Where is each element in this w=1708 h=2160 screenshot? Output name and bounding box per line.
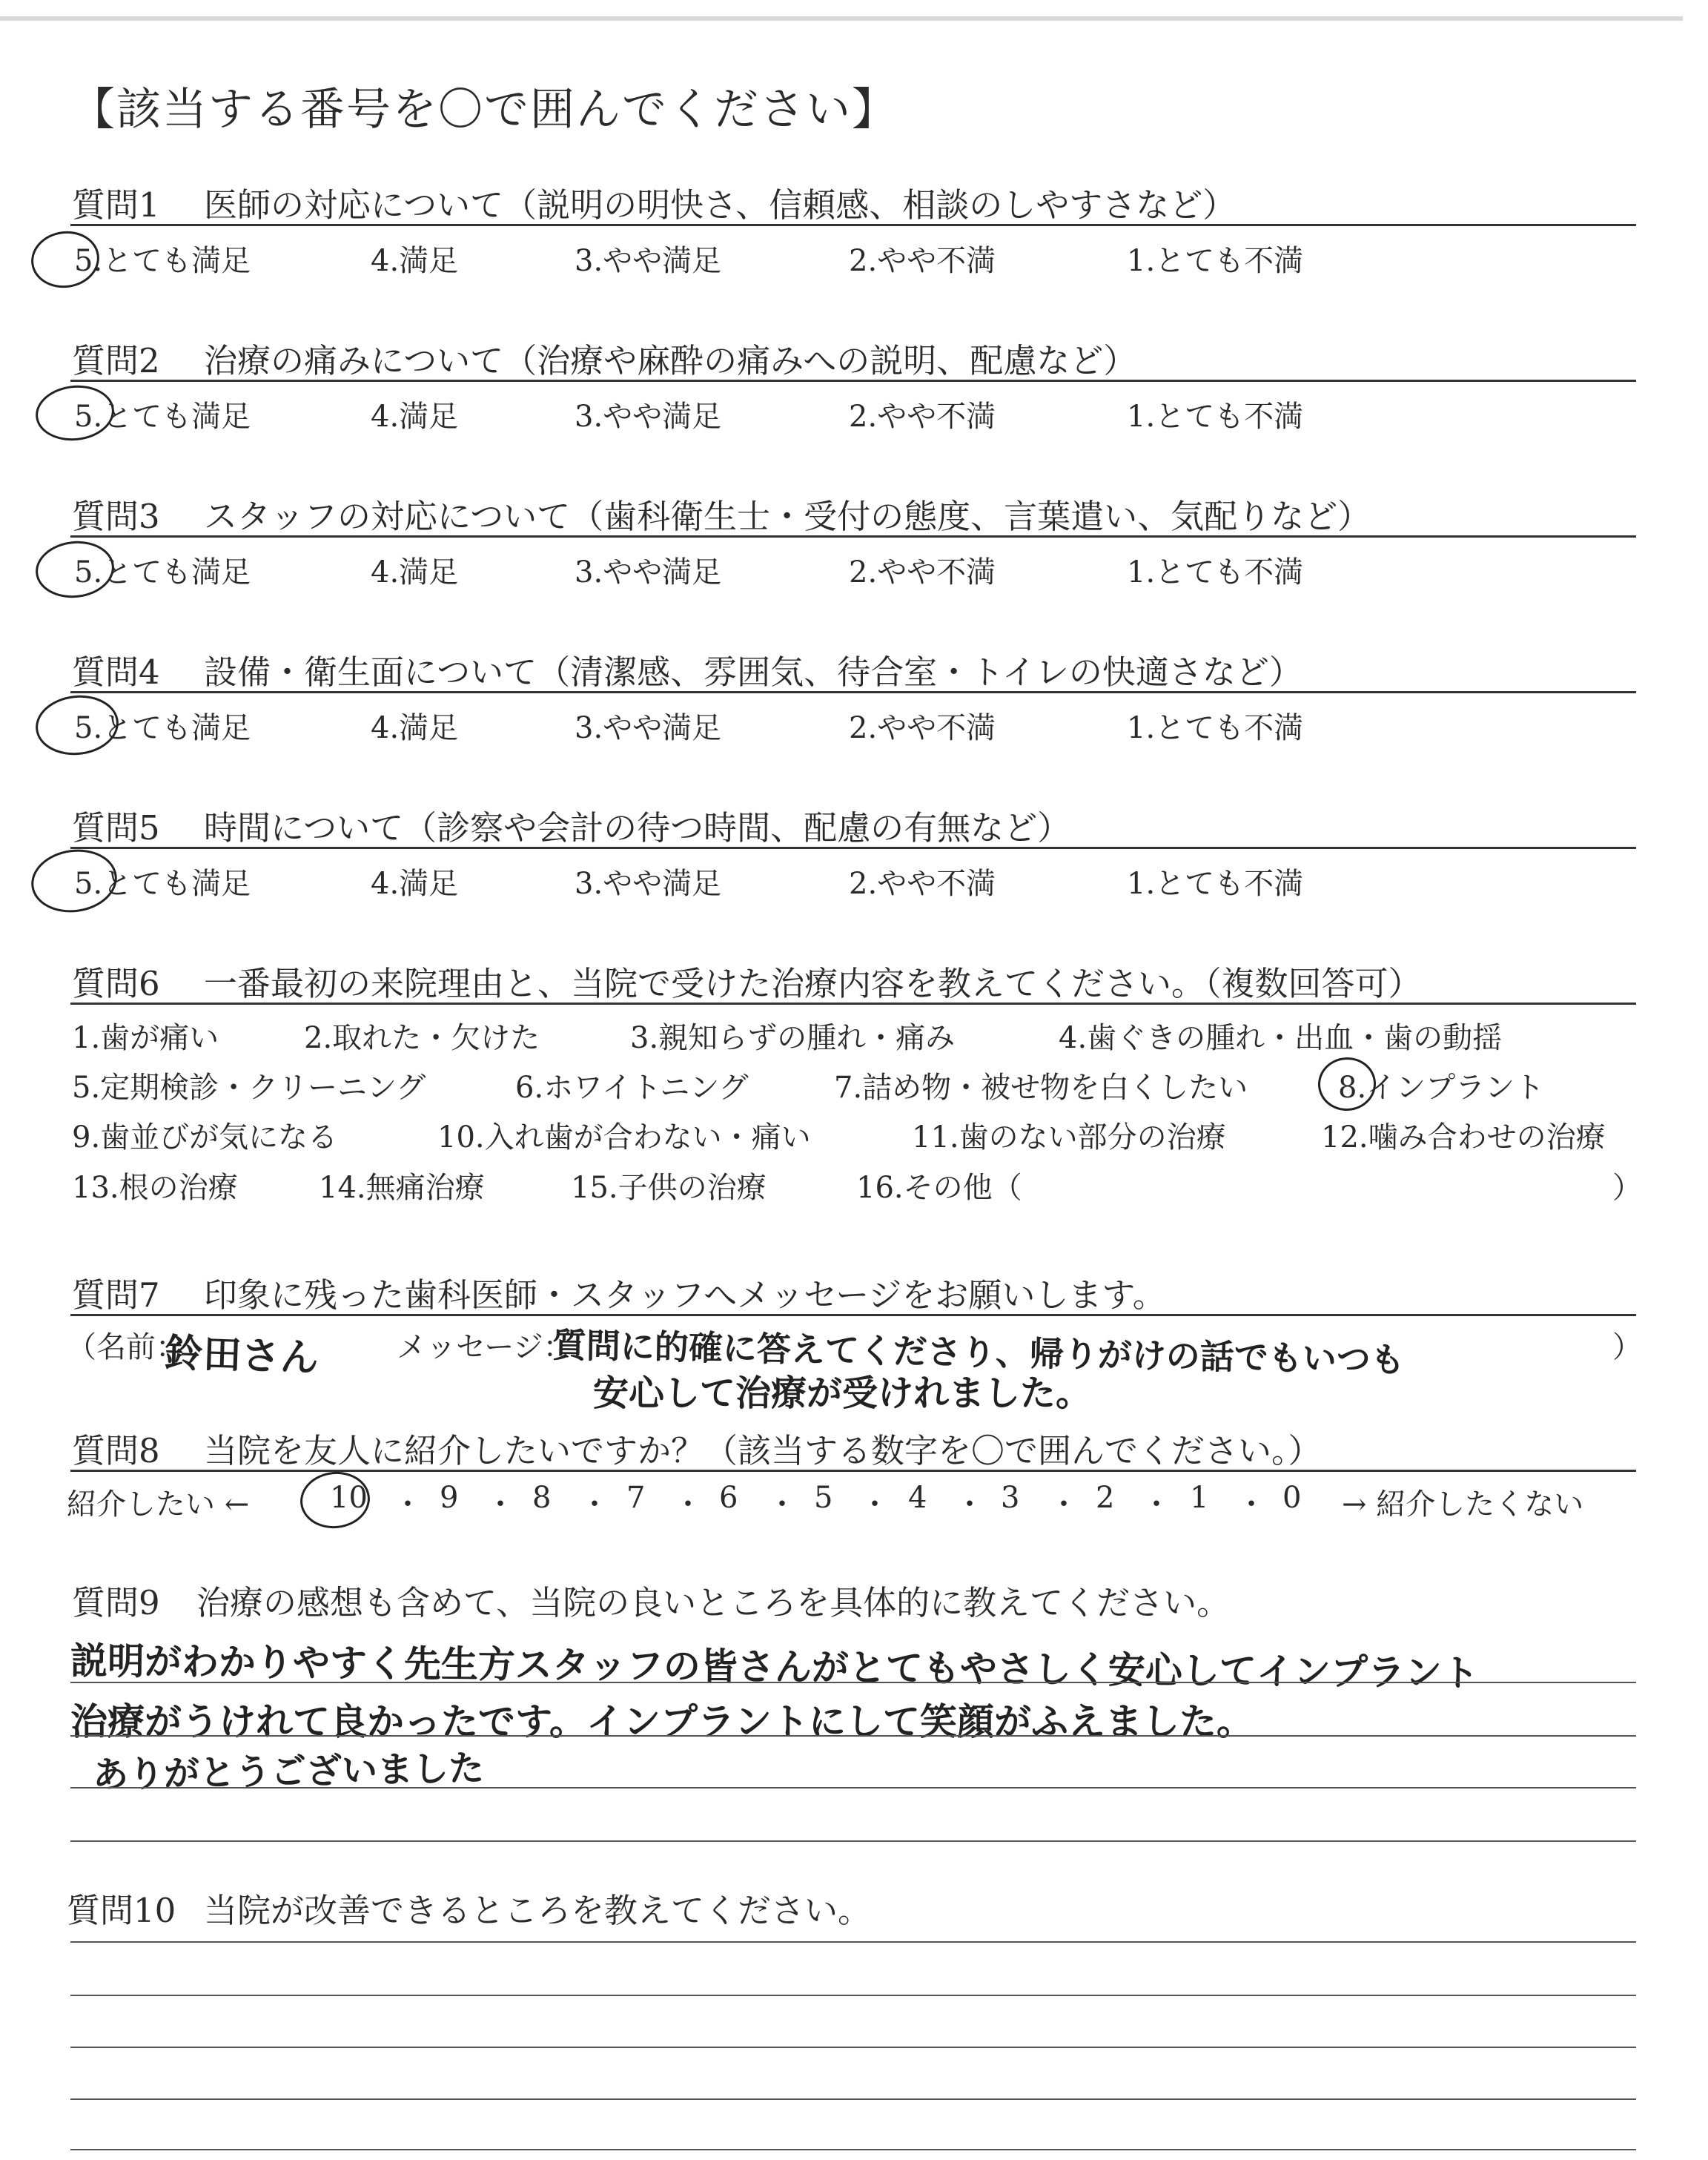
question-rule xyxy=(70,691,1636,693)
reason-16[interactable]: 16.その他（ xyxy=(856,1171,1022,1205)
scale-sep: ・ xyxy=(860,1487,890,1522)
reason-12[interactable]: 12.噛み合わせの治療 xyxy=(1321,1120,1606,1155)
reason-7[interactable]: 7.詰め物・被せ物を白くしたい xyxy=(834,1071,1248,1105)
option-3[interactable]: 3.やや満足 xyxy=(575,555,722,589)
answer-line xyxy=(70,1787,1636,1789)
option-2[interactable]: 2.やや不満 xyxy=(849,711,996,745)
answer-line xyxy=(70,1840,1636,1842)
question-text: 一番最初の来院理由と、当院で受けた治療内容を教えてください。（複数回答可） xyxy=(204,964,1422,1003)
question-label: 質問8 xyxy=(72,1431,160,1470)
option-1[interactable]: 1.とても不満 xyxy=(1127,244,1304,278)
scale-7[interactable]: 7 xyxy=(626,1481,646,1515)
scale-8[interactable]: 8 xyxy=(532,1481,552,1515)
option-1[interactable]: 1.とても不満 xyxy=(1127,711,1304,745)
option-3[interactable]: 3.やや満足 xyxy=(575,711,722,745)
scale-5[interactable]: 5 xyxy=(814,1481,833,1515)
question-label: 質問2 xyxy=(72,341,160,380)
handwritten-name[interactable]: 鈴田さん xyxy=(163,1331,320,1381)
question-label: 質問6 xyxy=(72,964,160,1003)
page-title: 【該当する番号を〇で囲んでください】 xyxy=(70,84,898,136)
reason-13[interactable]: 13.根の治療 xyxy=(72,1171,238,1205)
reason-2[interactable]: 2.取れた・欠けた xyxy=(304,1021,540,1055)
question-label: 質問7 xyxy=(72,1275,160,1315)
selection-circle xyxy=(33,691,122,759)
question-text: 治療の痛みについて（治療や麻酔の痛みへの説明、配慮など） xyxy=(204,341,1137,380)
option-4[interactable]: 4.満足 xyxy=(371,867,459,901)
question-text: 時間について（診察や会計の待つ時間、配慮の有無など） xyxy=(204,808,1071,848)
question-label: 質問4 xyxy=(72,653,160,692)
option-5[interactable]: 5.とても満足 xyxy=(74,244,251,278)
scale-6[interactable]: 6 xyxy=(719,1481,738,1515)
answer-line xyxy=(70,2047,1636,2048)
handwritten-answer-line-1[interactable]: 説明がわかりやすく先生方スタッフの皆さんがとてもやさしく安心してインプラント xyxy=(70,1639,1480,1695)
reason-8[interactable]: 8.インプラント xyxy=(1338,1071,1545,1105)
option-3[interactable]: 3.やや満足 xyxy=(575,244,722,278)
question-rule xyxy=(70,380,1636,382)
option-4[interactable]: 4.満足 xyxy=(371,400,459,434)
reason-3[interactable]: 3.親知らずの腫れ・痛み xyxy=(630,1021,956,1055)
scale-3[interactable]: 3 xyxy=(1001,1481,1020,1515)
reason-4[interactable]: 4.歯ぐきの腫れ・出血・歯の動揺 xyxy=(1059,1021,1503,1055)
scale-sep: ・ xyxy=(393,1487,423,1522)
question-label: 質問9 xyxy=(72,1583,160,1622)
scale-sep: ・ xyxy=(673,1487,703,1522)
question-rule xyxy=(70,1003,1636,1005)
option-5[interactable]: 5.とても満足 xyxy=(74,867,251,901)
option-4[interactable]: 4.満足 xyxy=(371,244,459,278)
selection-circle xyxy=(27,844,122,917)
question-rule xyxy=(70,224,1636,226)
scale-sep: ・ xyxy=(767,1487,797,1522)
option-4[interactable]: 4.満足 xyxy=(371,711,459,745)
scale-sep: ・ xyxy=(955,1487,984,1522)
option-1[interactable]: 1.とても不満 xyxy=(1127,400,1304,434)
scale-sep: ・ xyxy=(486,1487,515,1522)
question-label: 質問5 xyxy=(72,808,160,848)
scale-sep: ・ xyxy=(1237,1487,1266,1522)
recommend-right-label: → 紹介したくない xyxy=(1342,1487,1584,1522)
option-1[interactable]: 1.とても不満 xyxy=(1127,555,1304,589)
answer-line xyxy=(70,1735,1636,1737)
question-text: 当院を友人に紹介したいですか？（該当する数字を〇で囲んでください。） xyxy=(204,1431,1322,1470)
recommend-left-label: 紹介したい ← xyxy=(67,1487,250,1522)
option-5[interactable]: 5.とても満足 xyxy=(74,711,251,745)
question-text: 治療の感想も含めて、当院の良いところを具体的に教えてください。 xyxy=(196,1583,1231,1622)
option-2[interactable]: 2.やや不満 xyxy=(849,400,996,434)
scale-4[interactable]: 4 xyxy=(908,1481,927,1515)
question-rule xyxy=(70,535,1636,538)
other-close-paren: ） xyxy=(1612,1171,1642,1205)
selection-circle xyxy=(297,1468,372,1531)
scale-sep: ・ xyxy=(1049,1487,1079,1522)
scale-sep: ・ xyxy=(1142,1487,1171,1522)
scale-1[interactable]: 1 xyxy=(1190,1481,1209,1515)
answer-line xyxy=(70,2098,1636,2100)
message-label: メッセージ： xyxy=(397,1330,573,1364)
reason-5[interactable]: 5.定期検診・クリーニング xyxy=(72,1071,426,1105)
reason-6[interactable]: 6.ホワイトニング xyxy=(515,1071,749,1105)
question-text: 印象に残った歯科医師・スタッフへメッセージをお願いします。 xyxy=(204,1275,1166,1315)
option-4[interactable]: 4.満足 xyxy=(371,555,459,589)
handwritten-answer-line-2[interactable]: 治療がうけれて良かったです。インプラントにして笑顔がふえました。 xyxy=(70,1700,1254,1743)
selection-circle xyxy=(33,538,116,602)
scale-2[interactable]: 2 xyxy=(1096,1481,1115,1515)
scan-top-edge xyxy=(0,16,1683,21)
answer-line xyxy=(70,2149,1636,2150)
answer-line xyxy=(70,1941,1636,1943)
option-3[interactable]: 3.やや満足 xyxy=(575,400,722,434)
reason-9[interactable]: 9.歯並びが気になる xyxy=(72,1120,338,1155)
name-label: （名前： xyxy=(67,1330,185,1364)
reason-11[interactable]: 11.歯のない部分の治療 xyxy=(912,1120,1226,1155)
option-2[interactable]: 2.やや不満 xyxy=(849,244,996,278)
handwritten-answer-line-3[interactable]: ありがとうございました xyxy=(92,1747,485,1796)
reason-14[interactable]: 14.無痛治療 xyxy=(319,1171,485,1205)
question-rule xyxy=(70,1314,1636,1316)
question-text: 当院が改善できるところを教えてください。 xyxy=(204,1891,872,1930)
reason-10[interactable]: 10.入れ歯が合わない・痛い xyxy=(437,1120,811,1155)
question-text: スタッフの対応について（歯科衛生士・受付の態度、言葉遣い、気配りなど） xyxy=(204,497,1371,536)
question-text: 医師の対応について（説明の明快さ、信頼感、相談のしやすさなど） xyxy=(204,185,1237,225)
option-2[interactable]: 2.やや不満 xyxy=(849,555,996,589)
answer-line xyxy=(70,1995,1636,1996)
option-5[interactable]: 5.とても満足 xyxy=(74,555,251,589)
option-3[interactable]: 3.やや満足 xyxy=(575,867,722,901)
option-1[interactable]: 1.とても不満 xyxy=(1127,867,1304,901)
option-2[interactable]: 2.やや不満 xyxy=(849,867,996,901)
question-rule xyxy=(70,1470,1636,1472)
handwritten-message-line-2[interactable]: 安心して治療が受けれました。 xyxy=(593,1373,1092,1414)
reason-1[interactable]: 1.歯が痛い xyxy=(72,1021,219,1055)
question-label: 質問3 xyxy=(72,497,160,536)
message-close-paren: ） xyxy=(1612,1330,1642,1364)
scale-9[interactable]: 9 xyxy=(440,1481,459,1515)
handwritten-message-line-1[interactable]: 質問に的確に答えてくださり、帰りがけの話でもいつも xyxy=(552,1325,1406,1381)
answer-line xyxy=(70,1682,1636,1683)
question-label: 質問10 xyxy=(67,1891,176,1930)
scale-sep: ・ xyxy=(580,1487,609,1522)
question-label: 質問1 xyxy=(72,185,160,225)
question-rule xyxy=(70,847,1636,849)
question-text: 設備・衛生面について（清潔感、雰囲気、待合室・トイレの快適さなど） xyxy=(204,653,1302,692)
option-5[interactable]: 5.とても満足 xyxy=(74,400,251,434)
reason-15[interactable]: 15.子供の治療 xyxy=(571,1171,767,1205)
scale-10[interactable]: 10 xyxy=(330,1481,368,1515)
scale-0[interactable]: 0 xyxy=(1282,1481,1302,1515)
